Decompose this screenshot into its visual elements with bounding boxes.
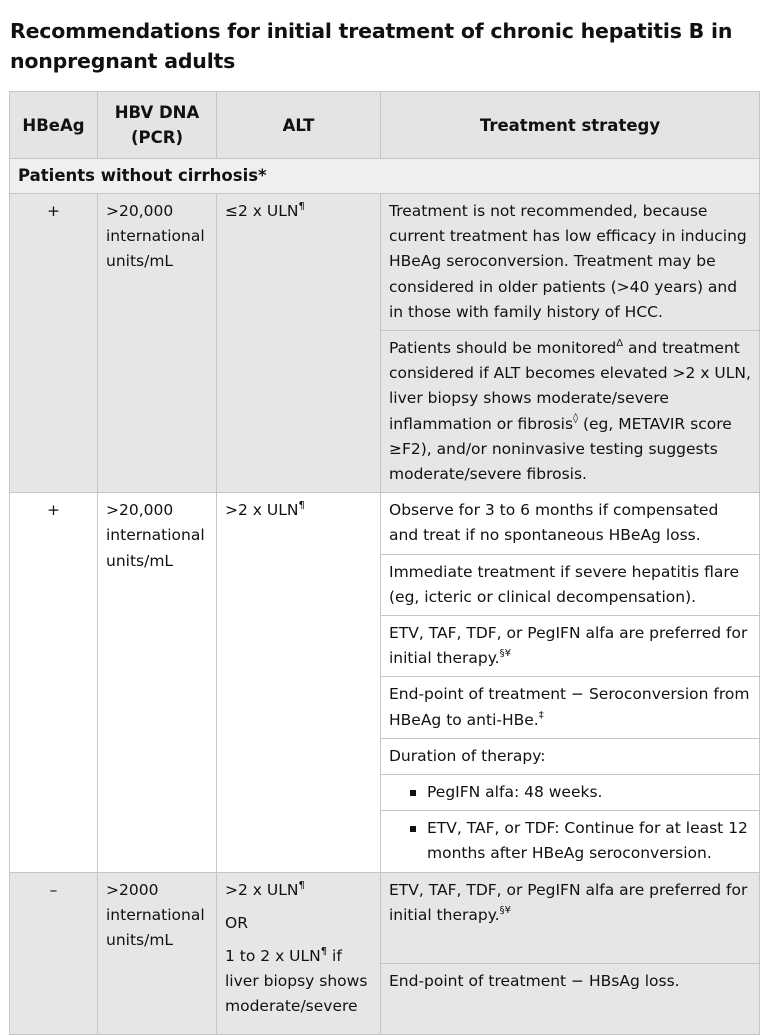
header-hbeag: HBeAg (10, 92, 98, 159)
strategy-cell: End-point of treatment − HBsAg loss. (381, 963, 760, 1034)
hbv-dna-cell: >20,000 international units/mL (98, 493, 217, 872)
recommendations-table (9, 91, 760, 1035)
header-hbv-dna: HBV DNA (PCR) (98, 92, 217, 159)
list-item: ETV, TAF, or TDF: Continue for at least 12 months after HBeAg seroconversion. (427, 816, 751, 866)
hbv-dna-cell: >2000 international units/mL (98, 872, 217, 1034)
footnote-marker: ¶ (320, 945, 328, 957)
hbeag-cell: + (10, 194, 98, 493)
page-title: Recommendations for initial treatment of chronic hepatitis B in nonpregnant adults (10, 19, 733, 73)
list-item: PegIFN alfa: 48 weeks. (427, 780, 751, 805)
table-header-row (10, 92, 760, 159)
alt-cell: >2 x ULN¶ (217, 493, 381, 872)
footnote-marker: ¶ (298, 500, 305, 512)
table-row (10, 872, 760, 963)
footnote-marker: ¶ (298, 200, 305, 212)
strategy-cell (381, 811, 760, 872)
footnote-marker: §¥ (499, 904, 511, 916)
hbeag-cell: – (10, 872, 98, 1034)
header-alt: ALT (217, 92, 381, 159)
strategy-cell: ETV, TAF, TDF, or PegIFN alfa are preferred for initial therapy.§¥ (381, 872, 760, 963)
hbeag-cell: + (10, 493, 98, 872)
alt-cell: ≤2 x ULN¶ (217, 194, 381, 493)
footnote-marker: ◊ (573, 413, 579, 425)
strategy-cell: Patients should be monitored$^\Delta$ and treatment considered if ALT becomes elevated >2 x ULN, liver biopsy shows moderate/severe inflammation or fibrosis◊ (eg, METAVIR score ≥F2), and/or noninvasive testing suggests moderate/severe fibrosis. (381, 331, 760, 493)
strategy-cell (381, 775, 760, 811)
footnote-marker: §¥ (499, 648, 511, 660)
strategy-cell: End-point of treatment − Seroconversion from HBeAg to anti-HBe.‡ (381, 677, 760, 738)
strategy-cell: Treatment is not recommended, because current treatment has low efficacy in inducing HBeAg seroconversion. Treatment may be considered in older patients (>40 years) and in those with family history of HCC. (381, 194, 760, 331)
footnote-marker: Δ (616, 337, 624, 349)
table-row (10, 194, 760, 331)
strategy-cell: Observe for 3 to 6 months if compensated and treat if no spontaneous HBeAg loss. (381, 493, 760, 554)
strategy-cell: Immediate treatment if severe hepatitis flare (eg, icteric or clinical decompensation). (381, 554, 760, 615)
section-header: Patients without cirrhosis* (10, 159, 760, 194)
footnote-marker: ‡ (538, 709, 544, 721)
hbv-dna-cell: >20,000 international units/mL (98, 194, 217, 493)
table-row (10, 493, 760, 554)
strategy-cell: ETV, TAF, TDF, or PegIFN alfa are preferred for initial therapy.§¥ (381, 616, 760, 677)
alt-cell: >2 x ULN¶ OR 1 to 2 x ULN¶ if liver biopsy shows moderate/severe (217, 872, 381, 1034)
footnote-marker: ¶ (298, 879, 305, 891)
header-treatment-strategy: Treatment strategy (381, 92, 760, 159)
strategy-cell: Duration of therapy: (381, 738, 760, 774)
